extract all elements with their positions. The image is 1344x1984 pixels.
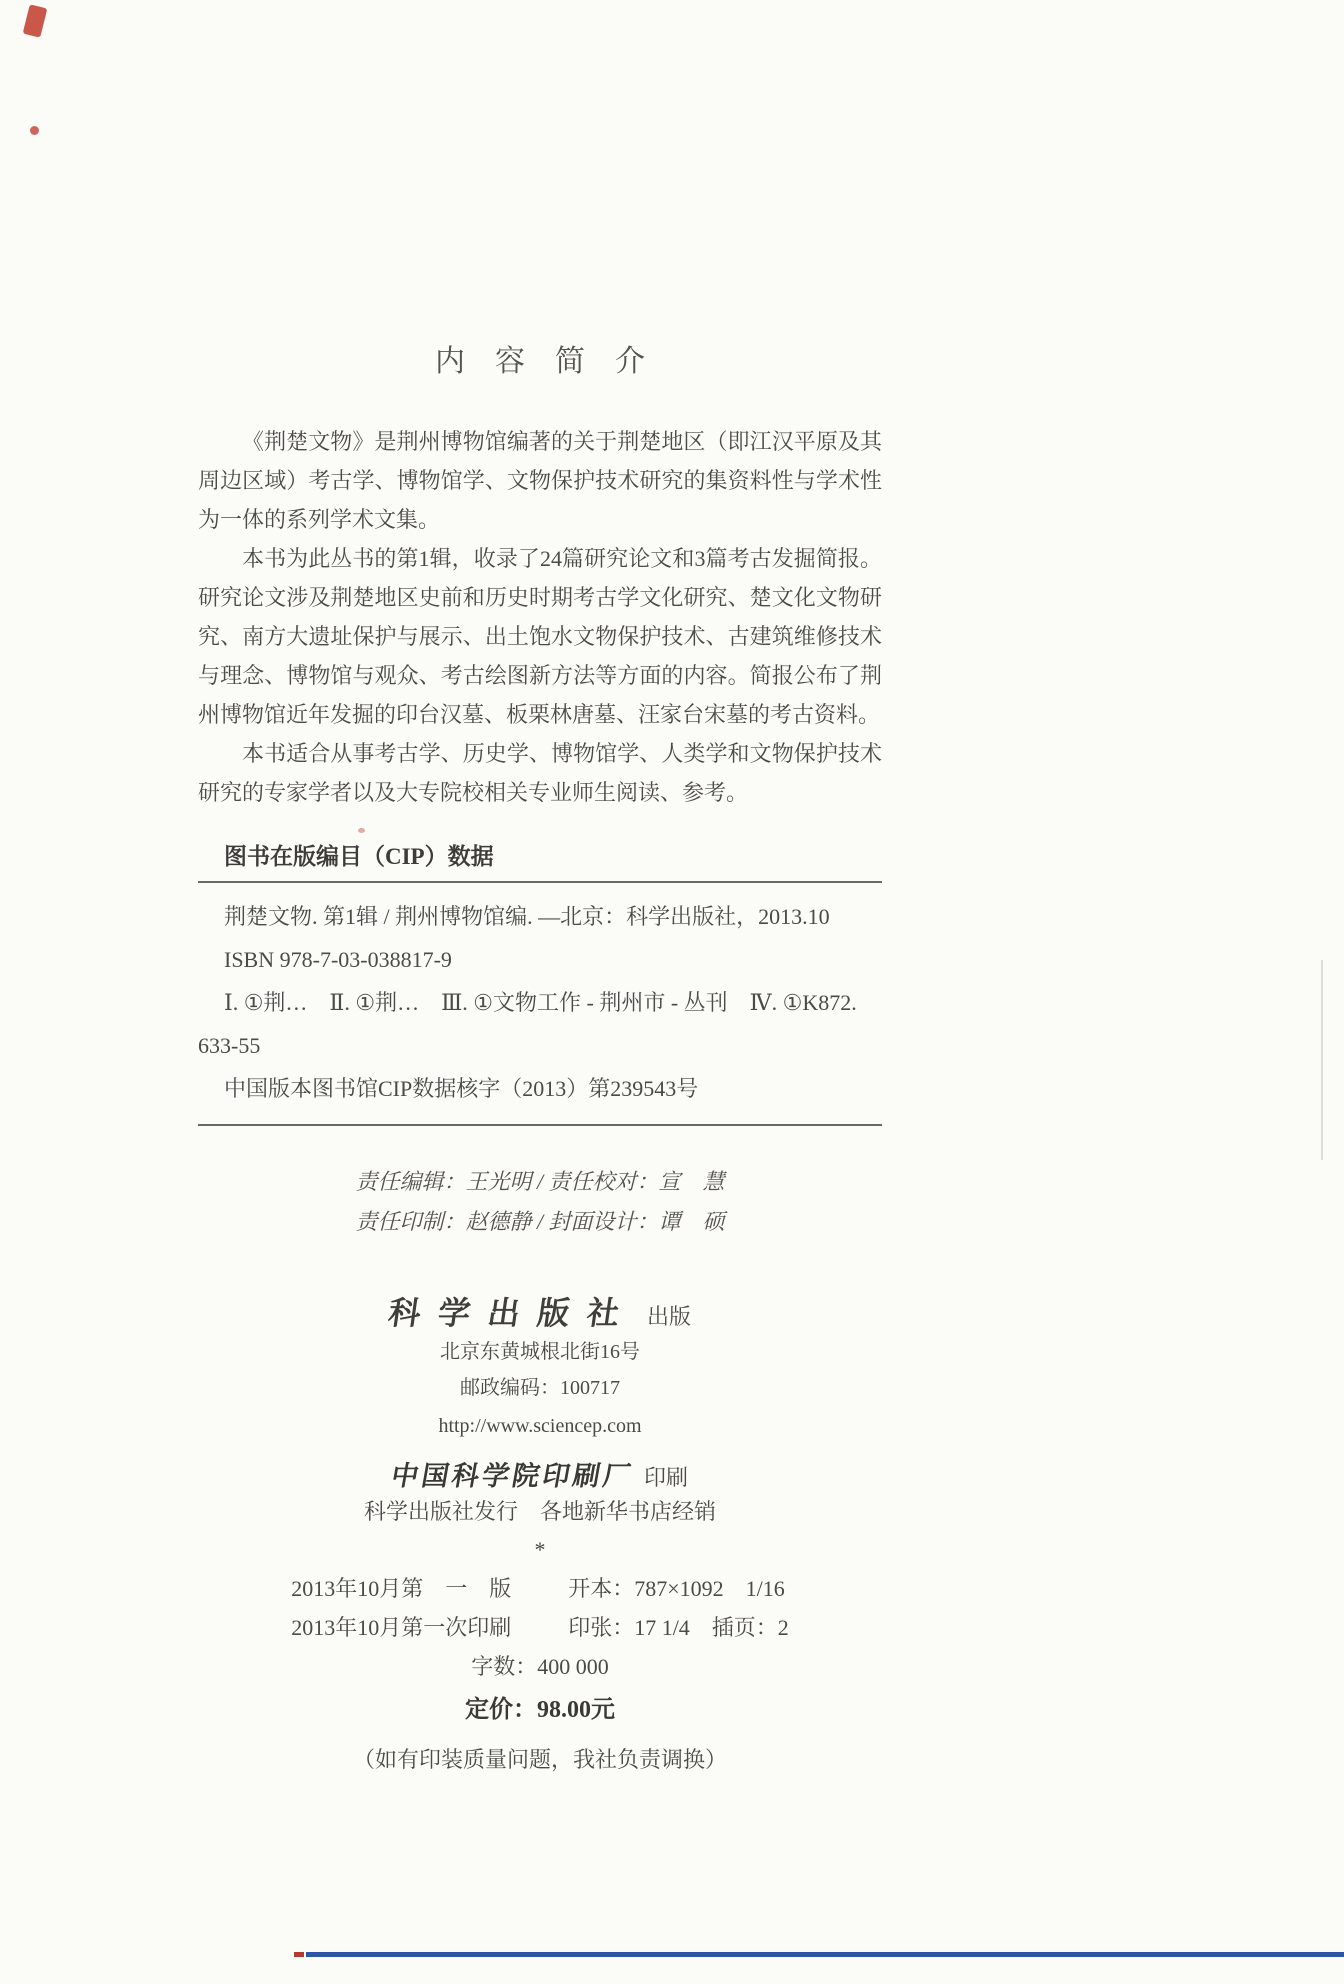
cip-header: 图书在版编目（CIP）数据 bbox=[224, 844, 494, 869]
scan-artifact-bottom-red bbox=[294, 1952, 304, 1957]
cip-classification-wrap-line: 633-55 bbox=[198, 1033, 261, 1058]
publisher-postcode: 邮政编码：100717 bbox=[460, 1377, 620, 1399]
scan-artifact-red-mark bbox=[23, 4, 48, 37]
cip-classification-line: Ⅰ. ①荆… Ⅱ. ①荆… Ⅲ. ①文物工作 - 荆州市 - 丛刊 Ⅳ. ①K872. bbox=[224, 990, 857, 1015]
cip-isbn-line: ISBN 978-7-03-038817-9 bbox=[224, 947, 452, 972]
content-summary bbox=[198, 422, 882, 812]
cip-section bbox=[198, 838, 882, 1126]
press-logo-row bbox=[198, 1288, 882, 1334]
scan-artifact-page-edge bbox=[1321, 960, 1323, 1160]
printing-date: 2013年10月第一次印刷 bbox=[291, 1615, 512, 1640]
page-title: 内 容 简 介 bbox=[435, 345, 645, 378]
quality-note: （如有印装质量问题，我社负责调换） bbox=[352, 1747, 727, 1772]
page-content bbox=[198, 336, 882, 1780]
scan-artifact-bottom-blue-line bbox=[306, 1952, 1344, 1957]
intro-paragraph-1: 《荆楚文物》是荆州博物馆编著的关于荆楚地区（即江汉平原及其周边区域）考古学、博物馆学、文物保护技术研究的集资料性与学术性为一体的系列学术文集。 bbox=[198, 429, 882, 532]
sheets-spec: 印张：17 1/4 插页：2 bbox=[568, 1615, 789, 1640]
press-suffix-label: 出版 bbox=[647, 1304, 692, 1329]
edition-info-grid bbox=[291, 1569, 789, 1647]
scan-artifact-red-dot bbox=[30, 126, 39, 135]
distribution-line: 科学出版社发行 各地新华书店经销 bbox=[363, 1499, 716, 1524]
cip-top-rule bbox=[198, 881, 882, 883]
cip-title-line: 荆楚文物. 第1辑 / 荆州博物馆编. —北京：科学出版社，2013.10 bbox=[224, 904, 830, 929]
scan-artifact-pink-speck bbox=[358, 828, 365, 833]
publisher-block bbox=[198, 1288, 882, 1780]
science-press-logo: 科学出版社 bbox=[386, 1295, 640, 1331]
intro-paragraph-3: 本书适合从事考古学、历史学、博物馆学、人类学和文物保护技术研究的专家学者以及大专院校相关专业师生阅读、参考。 bbox=[198, 741, 882, 805]
separator-asterisk: * bbox=[534, 1537, 546, 1562]
cip-record-number-line: 中国版本图书馆CIP数据核字（2013）第239543号 bbox=[224, 1076, 699, 1101]
word-count: 字数：400 000 bbox=[471, 1654, 609, 1679]
price: 定价：98.00元 bbox=[465, 1697, 615, 1723]
edition-date: 2013年10月第 一 版 bbox=[291, 1576, 512, 1601]
format-spec: 开本：787×1092 1/16 bbox=[568, 1576, 785, 1601]
cip-bottom-rule bbox=[198, 1124, 882, 1126]
publisher-website: http://www.sciencep.com bbox=[438, 1415, 642, 1437]
printer-row bbox=[198, 1454, 882, 1493]
printer-logo: 中国科学院印刷厂 bbox=[388, 1461, 637, 1491]
intro-paragraph-2: 本书为此丛书的第1辑，收录了24篇研究论文和3篇考古发掘简报。研究论文涉及荆楚地区史前和历史时期考古学文化研究、楚文化文物研究、南方大遗址保护与展示、出土饱水文物保护技术、古建筑维修技术与理念、博物馆与观众、考古绘图新方法等方面的内容。简报公布了荆州博物馆近年发掘的印台汉墓、板栗林唐墓、汪家台宋墓的考古资料。 bbox=[198, 546, 882, 727]
printer-suffix-label: 印刷 bbox=[643, 1465, 688, 1490]
publisher-address: 北京东黄城根北街16号 bbox=[440, 1341, 640, 1363]
credits-block bbox=[198, 1162, 882, 1242]
credits-printing-line: 责任印制：赵德静 / 封面设计：谭 硕 bbox=[355, 1209, 725, 1234]
credits-editors-line: 责任编辑：王光明 / 责任校对：宣 慧 bbox=[355, 1169, 725, 1194]
